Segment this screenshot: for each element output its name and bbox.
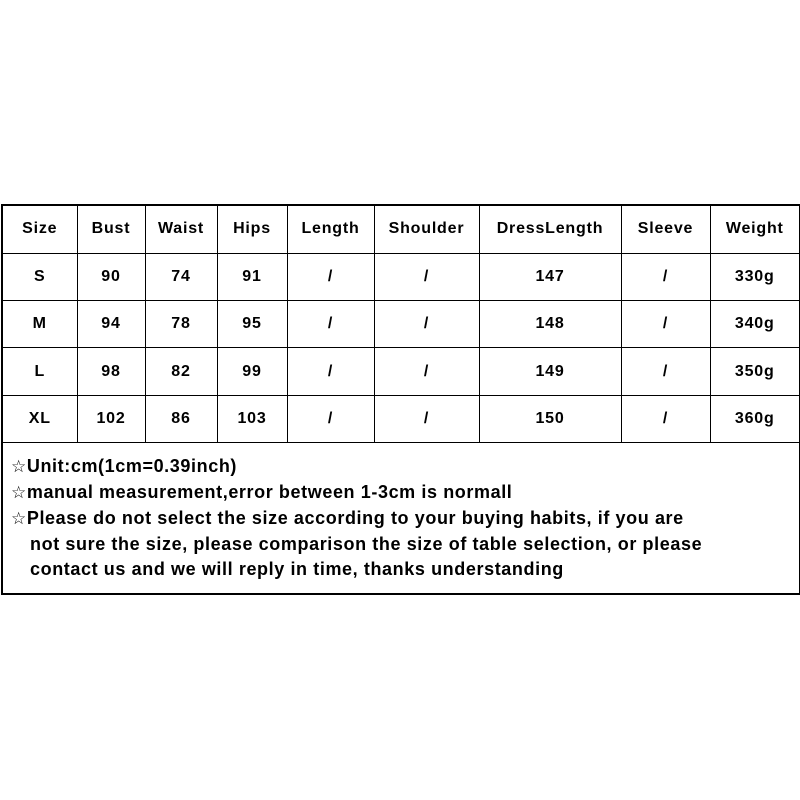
cell-waist: 86 <box>145 395 217 442</box>
cell-hips: 91 <box>217 253 287 300</box>
note-advice <box>11 506 791 532</box>
cell-shoulder: / <box>374 253 479 300</box>
cell-length: / <box>287 348 374 395</box>
header-dress-length: DressLength <box>479 206 621 253</box>
cell-waist: 74 <box>145 253 217 300</box>
cell-bust: 90 <box>77 253 145 300</box>
cell-weight: 350g <box>710 348 799 395</box>
star-icon: ☆ <box>11 457 27 477</box>
cell-bust: 98 <box>77 348 145 395</box>
cell-length: / <box>287 253 374 300</box>
cell-dress-length: 150 <box>479 395 621 442</box>
cell-hips: 99 <box>217 348 287 395</box>
table-row <box>3 395 799 442</box>
cell-waist: 78 <box>145 301 217 348</box>
header-waist: Waist <box>145 206 217 253</box>
cell-sleeve: / <box>621 395 710 442</box>
size-chart <box>1 204 800 595</box>
size-table <box>3 206 799 443</box>
cell-size: XL <box>3 395 77 442</box>
header-bust: Bust <box>77 206 145 253</box>
header-size: Size <box>3 206 77 253</box>
note-advice-end: contact us and we will reply in time, thanks understanding <box>30 559 564 579</box>
cell-waist: 82 <box>145 348 217 395</box>
cell-weight: 360g <box>710 395 799 442</box>
note-advice-continued: not sure the size, please comparison the size of table selection, or please <box>30 534 703 554</box>
star-icon: ☆ <box>11 483 27 503</box>
cell-hips: 103 <box>217 395 287 442</box>
cell-bust: 94 <box>77 301 145 348</box>
table-row <box>3 348 799 395</box>
note-unit-text: Unit:cm(1cm=0.39inch) <box>26 456 238 476</box>
cell-dress-length: 149 <box>479 348 621 395</box>
header-weight: Weight <box>710 206 799 253</box>
cell-hips: 95 <box>217 301 287 348</box>
header-shoulder: Shoulder <box>374 206 479 253</box>
cell-size: L <box>3 348 77 395</box>
note-advice-text: Please do not select the size according to your buying habits, if you are <box>26 508 684 528</box>
header-length: Length <box>287 206 374 253</box>
cell-bust: 102 <box>77 395 145 442</box>
header-hips: Hips <box>217 206 287 253</box>
table-row <box>3 301 799 348</box>
note-unit <box>11 454 791 480</box>
cell-length: / <box>287 301 374 348</box>
cell-size: S <box>3 253 77 300</box>
cell-dress-length: 148 <box>479 301 621 348</box>
cell-shoulder: / <box>374 348 479 395</box>
cell-size: M <box>3 301 77 348</box>
header-sleeve: Sleeve <box>621 206 710 253</box>
table-row <box>3 253 799 300</box>
cell-sleeve: / <box>621 253 710 300</box>
cell-length: / <box>287 395 374 442</box>
note-measurement <box>11 480 791 506</box>
note-measurement-text: manual measurement,error between 1-3cm is normall <box>26 482 513 502</box>
cell-weight: 330g <box>710 253 799 300</box>
cell-weight: 340g <box>710 301 799 348</box>
cell-sleeve: / <box>621 348 710 395</box>
cell-shoulder: / <box>374 301 479 348</box>
size-notes <box>11 454 791 582</box>
cell-shoulder: / <box>374 395 479 442</box>
table-header-row <box>3 206 799 253</box>
cell-dress-length: 147 <box>479 253 621 300</box>
star-icon: ☆ <box>11 509 27 529</box>
cell-sleeve: / <box>621 301 710 348</box>
